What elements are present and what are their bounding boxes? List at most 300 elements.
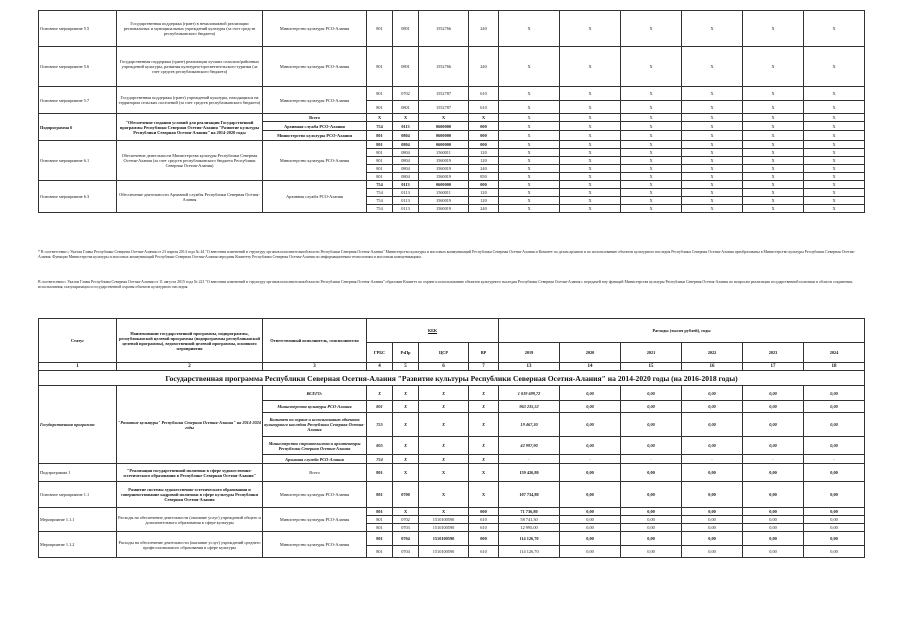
cell-rzpr: Х: [393, 401, 419, 413]
table-row: [39, 87, 865, 101]
cell-value: Х: [560, 189, 621, 197]
cell-rzpr: 0702: [393, 516, 419, 524]
cell-value: Х: [621, 189, 682, 197]
cell-grbs: 754: [367, 181, 393, 189]
cell-vr: Х: [469, 455, 499, 464]
row-status: Мероприятие 1.1.1: [39, 508, 117, 532]
cell-value: Х: [560, 157, 621, 165]
cell-csr: 1510100590: [419, 532, 469, 546]
cell-value: Х: [743, 181, 804, 189]
cell-grbs: 801: [367, 157, 393, 165]
cell-rzpr: Х: [393, 437, 419, 455]
column-number: 14: [560, 363, 621, 371]
cell-value: Х: [499, 181, 560, 189]
cell-value: Х: [682, 173, 743, 181]
table-row: [39, 532, 865, 546]
cell-value: 0,00: [804, 532, 865, 546]
cell-value: Х: [804, 165, 865, 173]
cell-value: 0,00: [743, 524, 804, 532]
column-number: 7: [469, 363, 499, 371]
cell-csr: Х: [419, 437, 469, 455]
cell-value: 0,00: [743, 516, 804, 524]
table-row: [39, 386, 865, 401]
cell-value: 0,00: [621, 386, 682, 401]
cell-rzpr: Х: [393, 413, 419, 437]
row-status: Государственная программа: [39, 386, 117, 464]
header-year: 2024: [804, 343, 865, 363]
cell-vr: Х: [469, 464, 499, 482]
cell-rzpr: 0804: [393, 131, 419, 141]
header-year: 2023: [743, 343, 804, 363]
cell-vr: 120: [469, 157, 499, 165]
cell-value: Х: [682, 101, 743, 114]
row-status: Подпрограмма 1: [39, 464, 117, 482]
column-number: 3: [263, 363, 367, 371]
footnote-1: * В соответствии с Указом Главы Республики Северная Осетия-Алания от 23 апреля 2014 года № 44 "О внесении изменений в структуру органов исполнительной власти Республики Северная Осетия-Алания" Министерство культуры и массовых коммуникаций Республики Северная Осетия-Алания и Комитет по делам архивов и по использованию объектов культурного наследия Республики Северная Осетия-Алания преобразованы в Министерство культуры Республики Северная Осетия-Алания. Функции Министерства культуры и массовых коммуникаций Республики Северная Осетия-Алания переданы Комитету Республики Северная Осетия-Алания по информационным технологиям и массовым коммуникациям.: [38, 250, 855, 259]
table-row: [39, 114, 865, 122]
cell-value: 0,00: [560, 546, 621, 558]
cell-value: 0,00: [621, 524, 682, 532]
cell-value: 0,00: [560, 482, 621, 508]
cell-grbs: 754: [367, 189, 393, 197]
cell-csr: Х: [419, 386, 469, 401]
cell-vr: 610: [469, 524, 499, 532]
cell-value: Х: [743, 205, 804, 213]
table-row: [39, 482, 865, 508]
cell-value: Х: [560, 122, 621, 131]
column-number: 17: [743, 363, 804, 371]
cell-rzpr: 0702: [393, 87, 419, 101]
cell-value: 0,00: [560, 508, 621, 516]
cell-vr: 000: [469, 181, 499, 189]
cell-csr: 1560011: [419, 149, 469, 157]
cell-value: 0,00: [621, 532, 682, 546]
header-kbk: КБК: [367, 319, 499, 343]
cell-value: Х: [743, 157, 804, 165]
cell-grbs: Х: [367, 114, 393, 122]
cell-vr: 000: [469, 532, 499, 546]
cell-rzpr: Х: [393, 114, 419, 122]
row-executor: Министерство культуры РСО-Алания: [263, 131, 367, 141]
cell-value: 0,00: [682, 508, 743, 516]
cell-value: Х: [560, 131, 621, 141]
column-number: 2: [117, 363, 263, 371]
cell-value: 0,00: [804, 516, 865, 524]
cell-value: Х: [560, 197, 621, 205]
cell-value: Х: [682, 181, 743, 189]
cell-value: Х: [621, 141, 682, 149]
cell-rzpr: 0804: [393, 165, 419, 173]
row-executor: Всего: [263, 464, 367, 482]
cell-csr: Х: [419, 413, 469, 437]
cell-value: Х: [682, 157, 743, 165]
cell-value: Х: [682, 197, 743, 205]
cell-value: 0,00: [682, 546, 743, 558]
row-executor: Министерство культуры РСО-Алания: [263, 482, 367, 508]
cell-value: Х: [804, 173, 865, 181]
cell-value: Х: [804, 189, 865, 197]
cell-value: Х: [682, 165, 743, 173]
cell-value: 0,00: [560, 386, 621, 401]
cell-value: Х: [682, 205, 743, 213]
cell-csr: Х: [419, 401, 469, 413]
cell-value: 159 426,80: [499, 464, 560, 482]
row-executor: Комитет по охране и использованию объектов культурного наследия Республики Северная Осетия-Алания: [263, 413, 367, 437]
cell-vr: 240: [469, 205, 499, 213]
cell-value: -: [743, 455, 804, 464]
row-executor: Министерство культуры РСО-Алания: [263, 87, 367, 114]
cell-value: 0,00: [560, 401, 621, 413]
cell-grbs: 755: [367, 413, 393, 437]
cell-value: Х: [621, 165, 682, 173]
cell-csr: 1560019: [419, 157, 469, 165]
cell-value: Х: [743, 131, 804, 141]
cell-value: Х: [682, 141, 743, 149]
cell-value: Х: [621, 197, 682, 205]
cell-value: 0,00: [621, 413, 682, 437]
cell-value: Х: [804, 87, 865, 101]
cell-value: Х: [499, 141, 560, 149]
cell-grbs: 801: [367, 11, 393, 47]
row-name: "Развитие культуры" Республики Северная Осетия-Алания" на 2014-2024 годы: [117, 386, 263, 464]
cell-rzpr: 0804: [393, 157, 419, 165]
cell-vr: Х: [469, 386, 499, 401]
cell-value: 114 126,70: [499, 546, 560, 558]
cell-value: 0,00: [804, 482, 865, 508]
header-status: Статус: [39, 319, 117, 363]
cell-grbs: 801: [367, 141, 393, 149]
cell-value: Х: [621, 157, 682, 165]
cell-vr: Х: [469, 437, 499, 455]
table-row: [39, 11, 865, 47]
lower-budget-table: [38, 318, 865, 558]
cell-value: Х: [682, 122, 743, 131]
cell-value: Х: [560, 165, 621, 173]
cell-csr: 1560019: [419, 205, 469, 213]
cell-csr: 1560019: [419, 197, 469, 205]
cell-grbs: Х: [367, 386, 393, 401]
cell-value: Х: [682, 114, 743, 122]
cell-value: 0,00: [743, 532, 804, 546]
row-status: Основное мероприятие 6.3: [39, 181, 117, 213]
cell-value: 963 235,52: [499, 401, 560, 413]
cell-value: Х: [682, 87, 743, 101]
cell-value: Х: [621, 181, 682, 189]
cell-rzpr: 0704: [393, 532, 419, 546]
cell-value: Х: [804, 11, 865, 47]
cell-rzpr: 0700: [393, 482, 419, 508]
row-name: Государственная поддержка (грант) в немаловажной реализации региональных и муниципальных учреждений культуры (за счет средств республиканского бюджета): [117, 11, 263, 47]
cell-grbs: 754: [367, 197, 393, 205]
cell-vr: Х: [469, 413, 499, 437]
cell-value: Х: [621, 122, 682, 131]
cell-csr: Х: [419, 114, 469, 122]
header-name: Наименование государственной программы, подпрограммы, республиканской целевой программы (подпрограммы республиканской целевой программы), ведомственной целевой программы, основного мероприятия: [117, 319, 263, 363]
cell-value: Х: [499, 101, 560, 114]
cell-value: 0,00: [682, 532, 743, 546]
column-number: 1: [39, 363, 117, 371]
cell-value: Х: [743, 101, 804, 114]
cell-grbs: 801: [367, 101, 393, 114]
row-status: Мероприятие 1.1.2: [39, 532, 117, 558]
cell-csr: 1510100590: [419, 524, 469, 532]
cell-value: 71 736,80: [499, 508, 560, 516]
row-status: Основное мероприятие 1.1: [39, 482, 117, 508]
row-executor: Архивная служба РСО-Алания: [263, 455, 367, 464]
cell-value: 0,00: [743, 386, 804, 401]
cell-value: 0,00: [743, 401, 804, 413]
cell-value: Х: [743, 149, 804, 157]
cell-rzpr: Х: [393, 455, 419, 464]
cell-vr: 000: [469, 508, 499, 516]
row-executor: ВСЕГО:: [263, 386, 367, 401]
row-status: Основное мероприятие 6.1: [39, 141, 117, 181]
table-row: [39, 47, 865, 87]
cell-csr: 1552766: [419, 47, 469, 87]
row-executor: Министерство культуры РСО-Алания: [263, 47, 367, 87]
cell-value: Х: [621, 131, 682, 141]
cell-value: Х: [499, 173, 560, 181]
cell-rzpr: 0804: [393, 173, 419, 181]
cell-vr: 850: [469, 173, 499, 181]
cell-value: Х: [804, 131, 865, 141]
cell-value: Х: [621, 47, 682, 87]
cell-value: 0,00: [804, 508, 865, 516]
row-executor: Всего: [263, 114, 367, 122]
cell-grbs: 801: [367, 532, 393, 546]
cell-value: Х: [499, 205, 560, 213]
cell-value: 0,00: [560, 532, 621, 546]
cell-value: Х: [743, 11, 804, 47]
row-name: Расходы на обеспечение деятельности (оказание услуг) учреждений общего и дополнительного образования в сфере культуры: [117, 508, 263, 532]
cell-rzpr: 0804: [393, 149, 419, 157]
column-number: 6: [419, 363, 469, 371]
cell-value: Х: [621, 114, 682, 122]
row-name: Государственная поддержка (грант) реализации лучших сельских/районных учреждений культуры, развития культурно-просветительского туризма (за счет средств республиканского бюджета): [117, 47, 263, 87]
row-status: Основное мероприятие 5.6: [39, 47, 117, 87]
row-executor: Министерство культуры РСО-Алания: [263, 532, 367, 558]
cell-value: Х: [743, 197, 804, 205]
cell-value: Х: [804, 141, 865, 149]
cell-rzpr: 0704: [393, 546, 419, 558]
cell-value: Х: [621, 101, 682, 114]
row-name: "Обеспечение создания условий для реализации Государственной программы Республики Северная Осетия-Алания "Развитие культуры Республики Северная Осетия-Алания" на 2014-2020 годы: [117, 114, 263, 141]
cell-value: Х: [804, 197, 865, 205]
cell-value: Х: [682, 131, 743, 141]
cell-value: Х: [621, 11, 682, 47]
cell-value: 0,00: [804, 464, 865, 482]
cell-value: 0,00: [560, 524, 621, 532]
cell-value: Х: [560, 181, 621, 189]
cell-value: Х: [560, 47, 621, 87]
cell-grbs: 805: [367, 437, 393, 455]
cell-csr: Х: [419, 508, 469, 516]
table-row: [39, 464, 865, 482]
cell-rzpr: Х: [393, 386, 419, 401]
cell-rzpr: 0113: [393, 181, 419, 189]
cell-rzpr: 0113: [393, 205, 419, 213]
cell-rzpr: 0113: [393, 197, 419, 205]
column-number: 18: [804, 363, 865, 371]
cell-vr: 120: [469, 197, 499, 205]
row-name: Расходы на обеспечение деятельности (оказание услуг) учреждений среднего профессионального образования в сфере культуры: [117, 532, 263, 558]
cell-rzpr: 0703: [393, 524, 419, 532]
program-title: Государственная программа Республики Северная Осетия-Алания "Развитие культуры Республики Северная Осетия-Алания" на 2014-2020 годы (на 2016-2018 годы): [39, 371, 865, 386]
cell-value: 0,00: [743, 464, 804, 482]
cell-grbs: 801: [367, 165, 393, 173]
cell-rzpr: Х: [393, 508, 419, 516]
column-number: 4: [367, 363, 393, 371]
cell-value: Х: [804, 47, 865, 87]
cell-vr: 610: [469, 516, 499, 524]
cell-grbs: 801: [367, 131, 393, 141]
cell-value: 0,00: [621, 508, 682, 516]
header-year: 2022: [682, 343, 743, 363]
cell-value: 0,00: [804, 401, 865, 413]
cell-value: -: [682, 455, 743, 464]
column-number: 16: [682, 363, 743, 371]
cell-grbs: 801: [367, 546, 393, 558]
cell-value: Х: [743, 189, 804, 197]
cell-value: Х: [743, 165, 804, 173]
cell-grbs: 801: [367, 508, 393, 516]
program-title-row: [39, 371, 865, 386]
row-executor: Министерство культуры РСО-Алания: [263, 141, 367, 181]
cell-value: 1 019 699,72: [499, 386, 560, 401]
cell-vr: 610: [469, 546, 499, 558]
cell-csr: Х: [419, 455, 469, 464]
cell-value: Х: [621, 173, 682, 181]
row-name: Государственная поддержка (грант) учреждений культуры, находящихся на территории сельских поселений (за счет средств республиканского бюджета): [117, 87, 263, 114]
cell-value: 0,00: [682, 386, 743, 401]
cell-value: 0,00: [743, 508, 804, 516]
cell-rzpr: 0801: [393, 47, 419, 87]
cell-value: -: [560, 455, 621, 464]
cell-value: Х: [560, 173, 621, 181]
cell-value: 0,00: [621, 516, 682, 524]
cell-value: 0,00: [682, 437, 743, 455]
row-name: Развитие системы художественно-эстетического образования и совершенствование кадровой политики в сфере культуры Республики Северная Осетия-Алания: [117, 482, 263, 508]
cell-vr: 000: [469, 131, 499, 141]
cell-value: 0,00: [743, 437, 804, 455]
cell-value: Х: [499, 165, 560, 173]
cell-value: Х: [499, 47, 560, 87]
cell-rzpr: 0801: [393, 101, 419, 114]
cell-grbs: 754: [367, 205, 393, 213]
cell-csr: 1560019: [419, 165, 469, 173]
cell-value: -: [804, 455, 865, 464]
cell-value: 0,00: [621, 482, 682, 508]
cell-grbs: 801: [367, 173, 393, 181]
cell-value: 19 467,30: [499, 413, 560, 437]
cell-value: Х: [499, 11, 560, 47]
header-rzpr: РзПр: [393, 343, 419, 363]
cell-csr: 0600000: [419, 122, 469, 131]
footnote-2: В соответствии с Указом Главы Республики Северная Осетия-Алания от 11 августа 2015 года № 221 "О внесении изменений в структуру органов исполнительной власти Республики Северная Осетия-Алания" образован Комитет по охране и использованию объектов культурного наследия Республики Северная Осетия-Алания с передачей ему функций Министерства культуры Республики Северная Осетия-Алания по вопросам реализации государственной политики в области сохранения, использования, популяризации и государственной охраны объектов культурного наследия: [38, 280, 853, 289]
cell-value: -: [499, 455, 560, 464]
cell-csr: 1560011: [419, 189, 469, 197]
header-year: 2021: [621, 343, 682, 363]
cell-grbs: 801: [367, 482, 393, 508]
cell-value: 42 997,90: [499, 437, 560, 455]
cell-value: Х: [804, 101, 865, 114]
cell-value: 0,00: [621, 464, 682, 482]
row-name: Обеспечение деятельности Архивной службы Республики Северная Осетия-Алания: [117, 181, 263, 213]
cell-value: Х: [682, 189, 743, 197]
cell-value: 0,00: [621, 401, 682, 413]
row-executor: Министерство строительства и архитектуры Республики Северная Осетия-Алания: [263, 437, 367, 455]
cell-value: Х: [499, 149, 560, 157]
row-status: Основное мероприятие 5.5: [39, 11, 117, 47]
row-name: "Реализация государственной политики в сфере художественно-эстетического образования в Республике Северная Осетия-Алания": [117, 464, 263, 482]
cell-value: Х: [560, 205, 621, 213]
cell-value: Х: [804, 157, 865, 165]
cell-value: 0,00: [743, 546, 804, 558]
table-row: [39, 141, 865, 149]
cell-value: 0,00: [804, 546, 865, 558]
cell-grbs: 754: [367, 455, 393, 464]
cell-vr: Х: [469, 114, 499, 122]
cell-rzpr: Х: [393, 464, 419, 482]
column-number: 5: [393, 363, 419, 371]
cell-value: 0,00: [682, 401, 743, 413]
cell-vr: 000: [469, 122, 499, 131]
cell-value: Х: [560, 141, 621, 149]
header-grbs: ГРБС: [367, 343, 393, 363]
cell-vr: 240: [469, 47, 499, 87]
table-row: [39, 508, 865, 516]
cell-value: 0,00: [804, 437, 865, 455]
row-executor: Министерство культуры РСО-Алания: [263, 508, 367, 532]
cell-csr: 1552787: [419, 101, 469, 114]
cell-value: Х: [682, 11, 743, 47]
cell-grbs: 801: [367, 516, 393, 524]
cell-value: Х: [499, 197, 560, 205]
cell-value: Х: [682, 149, 743, 157]
cell-value: Х: [499, 114, 560, 122]
cell-grbs: 754: [367, 122, 393, 131]
cell-vr: Х: [469, 482, 499, 508]
column-number: 15: [621, 363, 682, 371]
cell-value: 114 126,70: [499, 532, 560, 546]
cell-value: 0,00: [560, 464, 621, 482]
cell-vr: Х: [469, 401, 499, 413]
row-status: Основное мероприятие 5.7: [39, 87, 117, 114]
cell-value: 0,00: [743, 482, 804, 508]
cell-vr: 000: [469, 141, 499, 149]
row-name: Обеспечение деятельности Министерства культуры Республики Северная Осетия-Алания (за счет средств республиканского бюджета Республики Северная Осетия-Алания): [117, 141, 263, 181]
cell-grbs: 801: [367, 149, 393, 157]
cell-value: Х: [560, 11, 621, 47]
cell-value: Х: [499, 122, 560, 131]
cell-value: 0,00: [621, 437, 682, 455]
cell-csr: 1560019: [419, 173, 469, 181]
cell-vr: 610: [469, 101, 499, 114]
cell-grbs: 801: [367, 464, 393, 482]
cell-value: 107 734,80: [499, 482, 560, 508]
cell-grbs: 801: [367, 87, 393, 101]
cell-value: 0,00: [560, 437, 621, 455]
cell-vr: 240: [469, 11, 499, 47]
header-executor: Ответственный исполнитель, соисполнители: [263, 319, 367, 363]
cell-value: Х: [682, 47, 743, 87]
header-vr: ВР: [469, 343, 499, 363]
cell-csr: 1510100590: [419, 546, 469, 558]
cell-value: 0,00: [682, 413, 743, 437]
cell-value: 0,00: [560, 413, 621, 437]
cell-csr: 1552766: [419, 11, 469, 47]
cell-value: Х: [743, 173, 804, 181]
